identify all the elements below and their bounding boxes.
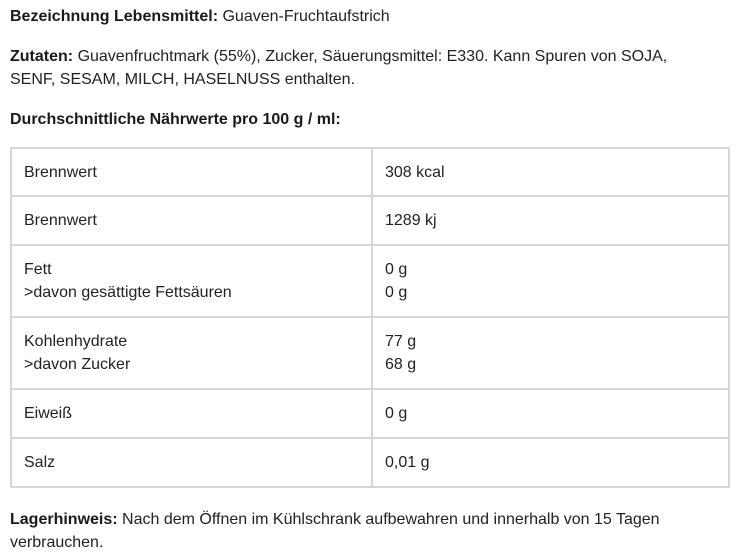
table-row [11, 196, 729, 245]
nutrient-name: Fett [24, 261, 52, 278]
table-row [11, 317, 729, 389]
table-row [11, 245, 729, 317]
storage-text-line2: verbrauchen. [10, 534, 104, 551]
ingredients-line [10, 45, 732, 91]
value-cell [372, 245, 729, 317]
nutrient-name: Salz [11, 438, 372, 487]
product-name-line [10, 5, 732, 28]
nutrient-name: Kohlenhydrate [24, 333, 128, 350]
storage-label: Lagerhinweis: [10, 511, 118, 528]
nutrition-table [10, 147, 730, 488]
nutrient-value: 308 kcal [372, 148, 729, 196]
nutrient-subvalue: 0 g [385, 284, 408, 301]
nutrient-value: 1289 kj [372, 196, 729, 245]
storage-text: Nach dem Öffnen im Kühlschrank aufbewahren und innerhalb von 15 Tagen [122, 511, 660, 528]
nutrient-value: 0 g [372, 389, 729, 438]
nutrition-heading [10, 108, 732, 131]
table-row [11, 389, 729, 438]
nutrient-name: Eiweiß [11, 389, 372, 438]
nutrient-name: Brennwert [11, 148, 372, 196]
value-cell [372, 317, 729, 389]
table-row [11, 438, 729, 487]
nutrition-heading-text: Durchschnittliche Nährwerte pro 100 g / ml: [10, 111, 341, 128]
nutrient-value: 0,01 g [372, 438, 729, 487]
nutrient-cell [11, 317, 372, 389]
ingredients-label: Zutaten: [10, 48, 74, 65]
nutrient-name: Brennwert [11, 196, 372, 245]
product-name-value: Guaven-Fruchtaufstrich [222, 8, 390, 25]
nutrient-subname: >davon Zucker [24, 356, 131, 373]
table-row [11, 148, 729, 196]
nutrient-value: 77 g [385, 333, 417, 350]
nutrient-subvalue: 68 g [385, 356, 417, 373]
ingredients-text: Guavenfruchtmark (55%), Zucker, Säuerungsmittel: E330. Kann Spuren von SOJA, [77, 48, 668, 65]
product-info [10, 5, 732, 551]
nutrient-value: 0 g [385, 261, 408, 278]
ingredients-text-line2: SENF, SESAM, MILCH, HASELNUSS enthalten. [10, 71, 356, 88]
nutrient-subname: >davon gesättigte Fettsäuren [24, 284, 232, 301]
storage-note [10, 508, 732, 554]
nutrient-cell [11, 245, 372, 317]
product-name-label: Bezeichnung Lebensmittel: [10, 8, 219, 25]
